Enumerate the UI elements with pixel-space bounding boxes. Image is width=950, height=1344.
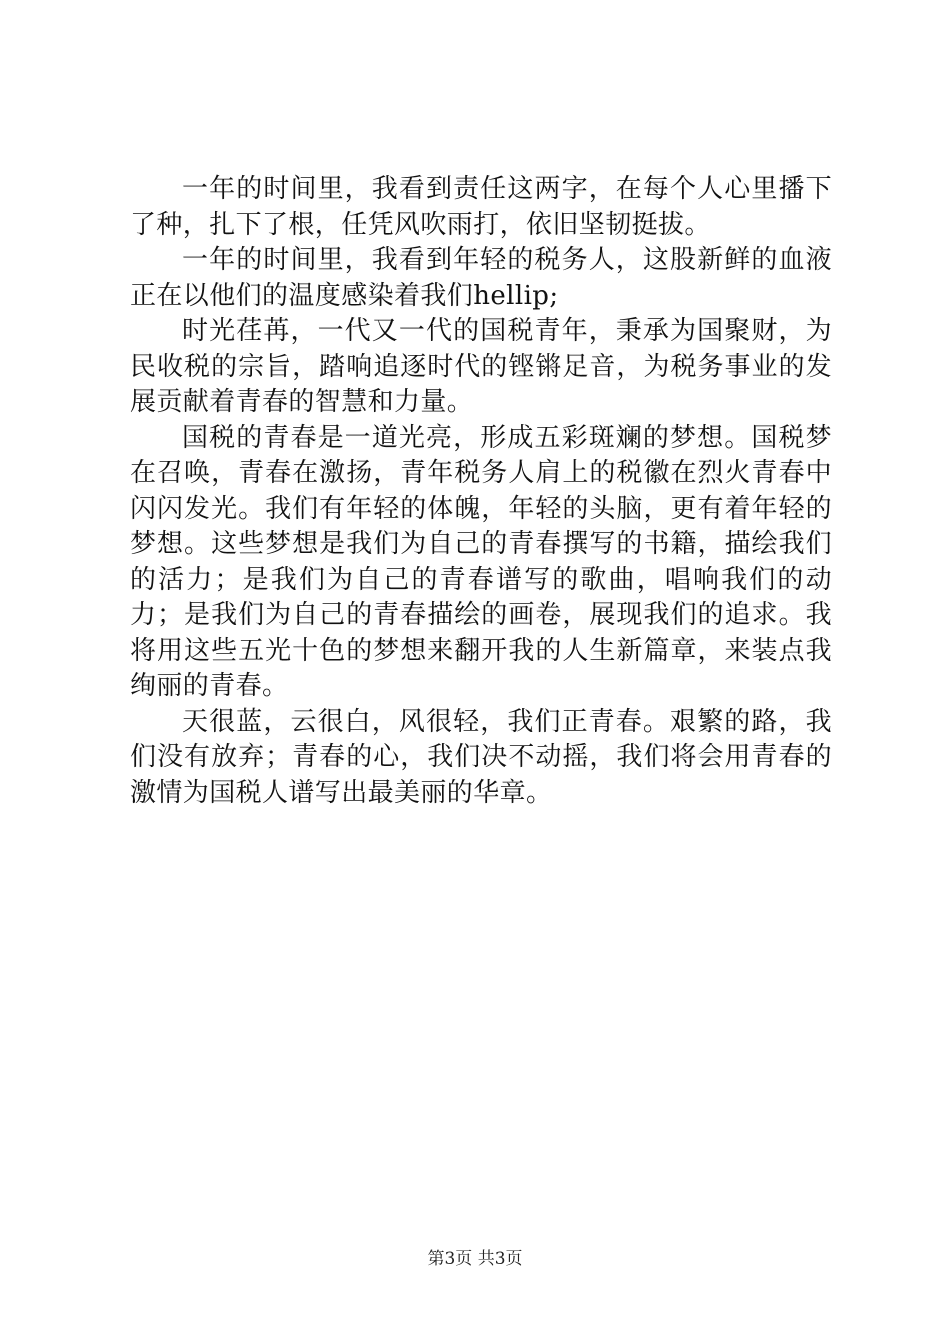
page-number-footer: 第3页 共3页 — [427, 1249, 523, 1269]
paragraph: 一年的时间里，我看到责任这两字，在每个人心里播下了种，扎下了根，任凭风吹雨打，依旧坚韧挺拔。 — [130, 174, 832, 240]
paragraph: 天很蓝，云很白，风很轻，我们正青春。艰繁的路，我们没有放弃；青春的心，我们决不动摇，我们将会用青春的激情为国税人谱写出最美丽的华章。 — [130, 706, 832, 808]
document-body — [130, 172, 832, 811]
paragraph: 一年的时间里，我看到年轻的税务人，这股新鲜的血液正在以他们的温度感染着我们hellip; — [130, 245, 832, 311]
paragraph: 国税的青春是一道光亮，形成五彩斑斓的梦想。国税梦在召唤，青春在激扬，青年税务人肩上的税徽在烈火青春中闪闪发光。我们有年轻的体魄，年轻的头脑，更有着年轻的梦想。这些梦想是我们为自己的青春撰写的书籍，描绘我们的活力；是我们为自己的青春谱写的歌曲，唱响我们的动力；是我们为自己的青春描绘的画卷，展现我们的追求。我将用这些五光十色的梦想来翻开我的人生新篇章，来装点我绚丽的青春。 — [130, 422, 832, 701]
paragraph: 时光荏苒，一代又一代的国税青年，秉承为国聚财，为民收税的宗旨，踏响追逐时代的铿锵足音，为税务事业的发展贡献着青春的智慧和力量。 — [130, 316, 832, 417]
